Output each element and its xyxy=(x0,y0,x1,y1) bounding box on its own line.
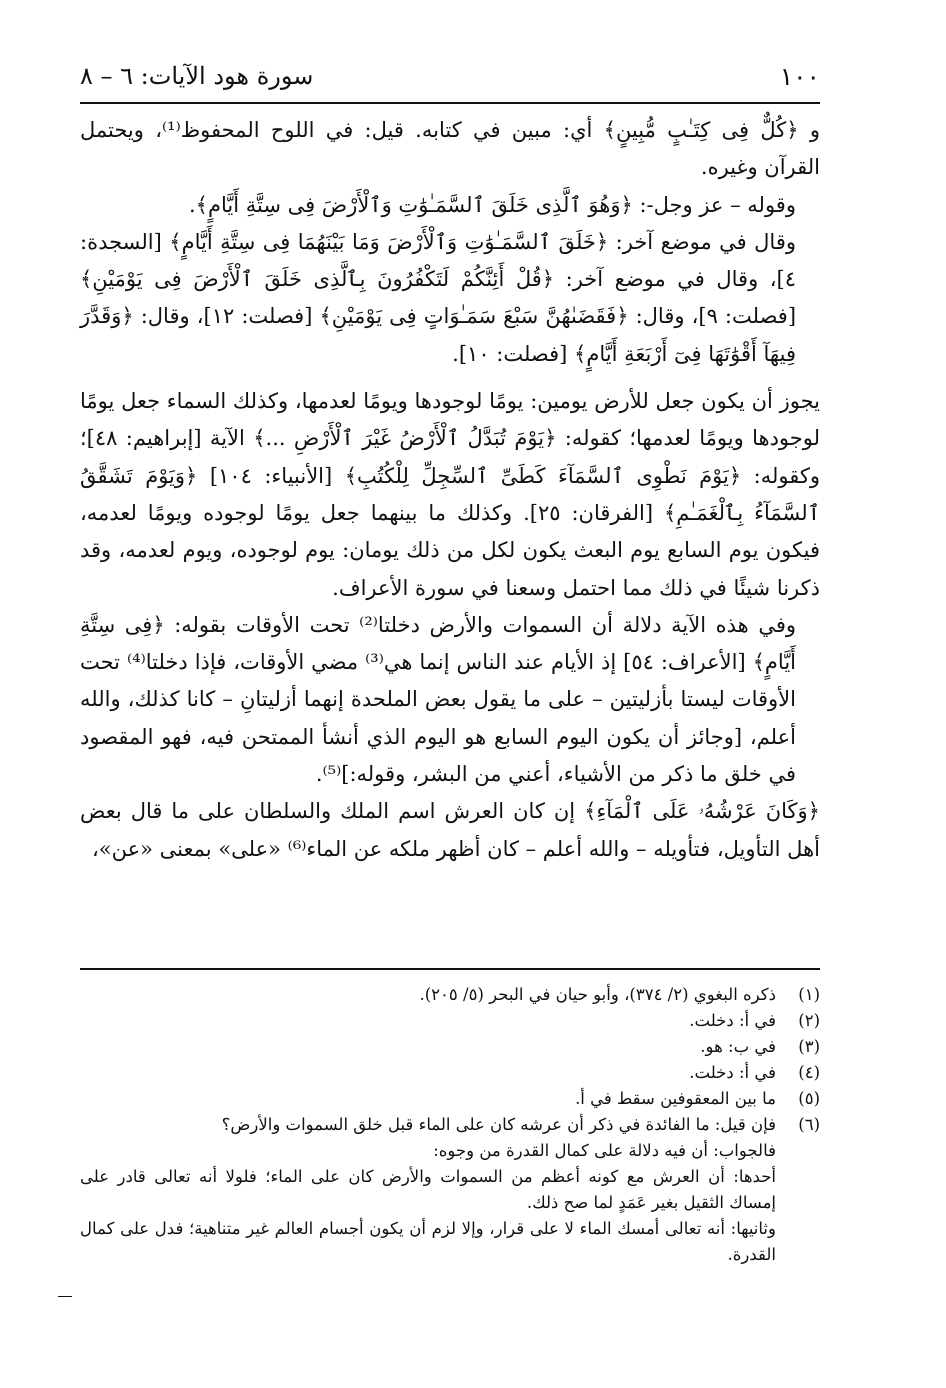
footnote-text: فإن قيل: ما الفائدة في ذكر أن عرشه كان على الماء قبل خلق السموات والأرض؟ xyxy=(221,1115,776,1134)
footnote-number: (٢) xyxy=(798,1011,820,1030)
footnote-separator xyxy=(80,968,820,970)
page-number: ١٠٠ xyxy=(779,62,820,91)
footnote-text: في ب: هو. xyxy=(700,1037,776,1056)
footnote xyxy=(80,982,820,1008)
footnote-text: في أ: دخلت. xyxy=(689,1011,776,1030)
footnote xyxy=(80,1034,820,1060)
running-title: سورة هود الآيات: ٦ – ٨ xyxy=(80,62,314,90)
footnote-number: (٥) xyxy=(798,1089,820,1108)
footnote-text: ما بين المعقوفين سقط في أ. xyxy=(575,1089,776,1108)
footnote-continuation: وثانيها: أنه تعالى أمسك الماء لا على قرار، وإلا لزم أن يكون أجسام العالم غير متناهية؛ فدل على كمال القدرة. xyxy=(80,1219,776,1264)
main-text xyxy=(80,112,820,868)
paragraph: وقال في موضع آخر: ﴿خَلَقَ ٱلسَّمَـٰوَٰتِ وَٱلْأَرْضَ وَمَا بَيْنَهُمَا فِى سِتَّةِ أَيَّامٍ﴾ [السجدة: ٤]، وقال في موضع آخر: ﴿قُلْ أَئِنَّكُمْ لَتَكْفُرُونَ بِٱلَّذِى خَلَقَ ٱلْأَرْضَ فِى يَوْمَيْنِ﴾ [فصلت: ٩]، وقال: ﴿فَقَضَىٰهُنَّ سَبْعَ سَمَـٰوَاتٍ فِى يَوْمَيْنِ﴾ [فصلت: ١٢]، وقال: ﴿وَقَدَّرَ فِيهَآ أَقْوَٰتَهَا فِىٓ أَرْبَعَةِ أَيَّامٍ﴾ [فصلت: ١٠]. xyxy=(80,229,797,366)
footnote-text: ذكره البغوي (٢/ ٣٧٤)، وأبو حيان في البحر (٥/ ٢٠٥). xyxy=(419,985,776,1004)
header-rule xyxy=(80,102,820,104)
paragraph: وقوله – عز وجل-: ﴿وَهُوَ ٱلَّذِى خَلَقَ ٱلسَّمَـٰوَٰتِ وَٱلْأَرْضَ فِى سِتَّةِ أَيَّامٍ﴾. xyxy=(188,192,796,217)
paragraph: وفي هذه الآية دلالة أن السموات والأرض دخلتا⁽²⁾ تحت الأوقات بقوله: ﴿فِى سِتَّةِ أَيَّامٍ﴾ [الأعراف: ٥٤] إذ الأيام عند الناس إنما هي⁽³⁾ مضي الأوقات، فإذا دخلتا⁽⁴⁾ تحت الأوقات ليستا بأزليتين – على ما يقول بعض الملحدة إنهما أزليتانِ – كانا كذلك، والله أعلم، [وجائز أن يكون اليوم السابع هو اليوم الذي أنشأ الممتحن فيه، فهو المقصود في خلق ما ذكر من الأشياء، أعني من البشر، وقوله:]⁽⁵⁾. xyxy=(80,612,796,787)
footnote-number: (٤) xyxy=(798,1063,820,1082)
footnote-number: (٦) xyxy=(798,1115,820,1134)
footnote-continuation: أحدها: أن العرش مع كونه أعظم من السموات والأرض كان على الماء؛ فلولا أنه تعالى قادر على إمساك الثقيل بغير عَمَدٍ لما صح ذلك. xyxy=(80,1167,776,1212)
paragraph: ﴿وَكَانَ عَرْشُهُۥ عَلَى ٱلْمَآءِ﴾ إن كان العرش اسم الملك والسلطان على ما قال بعض أهل التأويل، فتأويله – والله أعلم – كان أظهر ملكه عن الماء⁽⁶⁾ «على» بمعنى «عن»، xyxy=(80,799,820,861)
footnote xyxy=(80,1060,820,1086)
footnote-text: في أ: دخلت. xyxy=(689,1063,776,1082)
footnote-number: (٣) xyxy=(798,1037,820,1056)
page-header xyxy=(80,58,820,98)
footnote xyxy=(80,1008,820,1034)
footnotes xyxy=(80,982,820,1268)
footnote xyxy=(80,1112,820,1138)
footnote-number: (١) xyxy=(798,985,820,1004)
footnote xyxy=(80,1086,820,1112)
paragraph: يجوز أن يكون جعل للأرض يومين: يومًا لوجودها ويومًا لعدمها، وكذلك السماء جعل يومًا لوجودها ويومًا لعدمها؛ كقوله: ﴿يَوْمَ تُبَدَّلُ ٱلْأَرْضُ غَيْرَ ٱلْأَرْضِ ...﴾ الآية [إبراهيم: ٤٨]؛ وكقوله: ﴿يَوْمَ نَطْوِى ٱلسَّمَآءَ كَطَىِّ ٱلسِّجِلِّ لِلْكُتُبِ﴾ [الأنبياء: ١٠٤] ﴿وَيَوْمَ تَشَقَّقُ ٱلسَّمَآءُ بِٱلْغَمَـٰمِ﴾ [الفرقان: ٢٥]. وكذلك ما بينهما جعل يومًا لوجوده ويومًا لعدمه، فيكون يوم السابع يوم البعث يكون لكل من ذلك يومان: يوم لوجوده، ويوم لعدمه، وقد ذكرنا شيئًا في ذلك مما احتمل وسعنا في سورة الأعراف. xyxy=(80,389,820,600)
footnote-continuation: فالجواب: أن فيه دلالة على كمال القدرة من وجوه: xyxy=(433,1141,776,1160)
paragraph: و ﴿كُلٌّ فِى كِتَـٰبٍ مُّبِينٍ﴾ أي: مبين في كتابه. قيل: في اللوح المحفوظ⁽¹⁾، ويحتمل القرآن وغيره. xyxy=(80,118,820,180)
continuation-mark xyxy=(58,1296,72,1297)
